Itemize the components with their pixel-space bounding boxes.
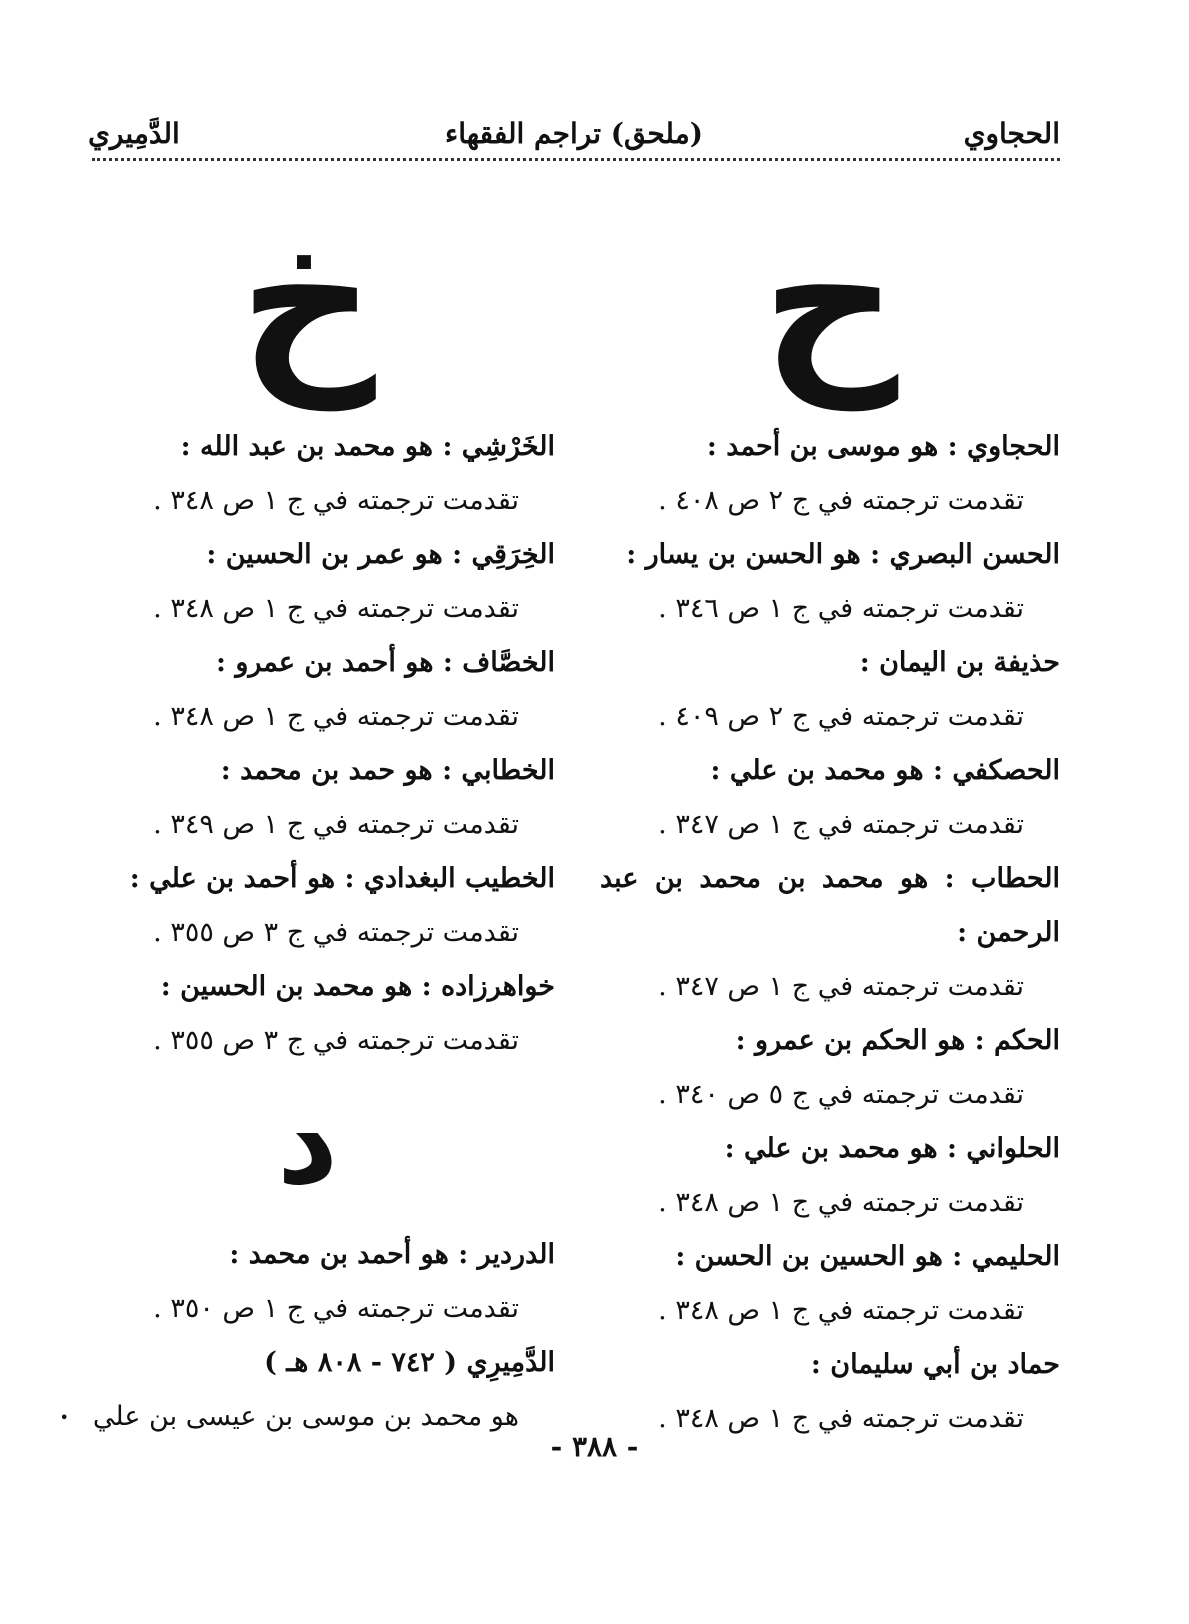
header-center-title: (ملحق) تراجم الفقهاء bbox=[445, 116, 703, 150]
running-header bbox=[88, 108, 1060, 158]
left-column bbox=[60, 190, 555, 1445]
entry-reference: تقدمت ترجمته في ج ١ ص ٣٤٨ . bbox=[153, 485, 519, 516]
entry bbox=[600, 1014, 1060, 1122]
entry bbox=[60, 960, 555, 1068]
section-letter-dal: د bbox=[276, 1073, 339, 1212]
entry-title: خواهرزاده : هو محمد بن الحسين : bbox=[160, 971, 555, 1002]
entry-title: حماد بن أبي سليمان : bbox=[810, 1349, 1060, 1380]
entry bbox=[600, 852, 1060, 1014]
entry-text: هو محمد بن موسى بن عيسى بن علي bbox=[92, 1401, 519, 1432]
entry-reference: تقدمت ترجمته في ج ١ ص ٣٥٠ . bbox=[153, 1293, 519, 1324]
entry-title: الحليمي : هو الحسين بن الحسن : bbox=[675, 1241, 1060, 1272]
entry-reference: تقدمت ترجمته في ج ١ ص ٣٤٨ . bbox=[658, 1403, 1024, 1434]
entry-reference: تقدمت ترجمته في ج ٥ ص ٣٤٠ . bbox=[658, 1079, 1024, 1110]
entry bbox=[600, 636, 1060, 744]
entry-title: الحسن البصري : هو الحسن بن يسار : bbox=[626, 539, 1060, 570]
entry-title: الخصَّاف : هو أحمد بن عمرو : bbox=[215, 647, 555, 678]
entry-reference: تقدمت ترجمته في ج ١ ص ٣٤٨ . bbox=[658, 1295, 1024, 1326]
header-dotted-rule bbox=[92, 158, 1060, 161]
entry-reference: تقدمت ترجمته في ج ٢ ص ٤٠٩ . bbox=[658, 701, 1024, 732]
entry-reference: تقدمت ترجمته في ج ١ ص ٣٤٨ . bbox=[153, 593, 519, 624]
entry-title: الحجاوي : هو موسى بن أحمد : bbox=[706, 431, 1060, 462]
entry-reference: تقدمت ترجمته في ج ١ ص ٣٤٨ . bbox=[153, 701, 519, 732]
entry-title: الحكم : هو الحكم بن عمرو : bbox=[735, 1025, 1060, 1056]
entry-title: الخطابي : هو حمد بن محمد : bbox=[220, 755, 555, 786]
page-number: - ٣٨٨ - bbox=[550, 1430, 639, 1463]
footnote-marker: • bbox=[59, 1407, 69, 1427]
section-letter-ha: ح bbox=[761, 189, 899, 410]
entry-title: الحطاب : هو محمد بن محمد بن عبد الرحمن : bbox=[600, 863, 1060, 948]
entry bbox=[60, 852, 555, 960]
entry bbox=[600, 420, 1060, 528]
right-column bbox=[600, 190, 1060, 1446]
header-left-title: الدَّمِيري bbox=[88, 116, 180, 150]
header-right-title: الحجاوي bbox=[963, 116, 1060, 150]
entry-reference: تقدمت ترجمته في ج ١ ص ٣٤٨ . bbox=[658, 1187, 1024, 1218]
entry bbox=[60, 420, 555, 528]
entry bbox=[60, 1228, 555, 1336]
entry-title: الدردير : هو أحمد بن محمد : bbox=[229, 1239, 555, 1270]
entry-title: الخِرَقِي : هو عمر بن الحسين : bbox=[206, 539, 555, 570]
section-letter-kha: خ bbox=[239, 189, 376, 410]
entry-reference: تقدمت ترجمته في ج ١ ص ٣٤٩ . bbox=[153, 809, 519, 840]
entry-reference: تقدمت ترجمته في ج ١ ص ٣٤٧ . bbox=[658, 971, 1024, 1002]
entry-title: الحلواني : هو محمد بن علي : bbox=[724, 1133, 1060, 1164]
entry-title: الحصكفي : هو محمد بن علي : bbox=[710, 755, 1060, 786]
entry-title: الدَّمِيرِي ( ٧٤٢ - ٨٠٨ هـ ) bbox=[264, 1347, 555, 1378]
entry bbox=[600, 1122, 1060, 1230]
entry bbox=[60, 528, 555, 636]
entry-reference: تقدمت ترجمته في ج ٣ ص ٣٥٥ . bbox=[153, 917, 519, 948]
entry-reference: تقدمت ترجمته في ج ١ ص ٣٤٧ . bbox=[658, 809, 1024, 840]
entry-reference: تقدمت ترجمته في ج ١ ص ٣٤٦ . bbox=[658, 593, 1024, 624]
entry-reference: تقدمت ترجمته في ج ٣ ص ٣٥٥ . bbox=[153, 1025, 519, 1056]
entry bbox=[600, 744, 1060, 852]
entry-reference: تقدمت ترجمته في ج ٢ ص ٤٠٨ . bbox=[658, 485, 1024, 516]
entry bbox=[600, 1230, 1060, 1338]
entry bbox=[60, 1336, 555, 1390]
entry bbox=[60, 744, 555, 852]
entry bbox=[60, 636, 555, 744]
entry bbox=[600, 528, 1060, 636]
entry-title: الخَرْشِي : هو محمد بن عبد الله : bbox=[180, 431, 555, 462]
entry-title: الخطيب البغدادي : هو أحمد بن علي : bbox=[129, 863, 555, 894]
entry-title: حذيفة بن اليمان : bbox=[859, 647, 1060, 678]
